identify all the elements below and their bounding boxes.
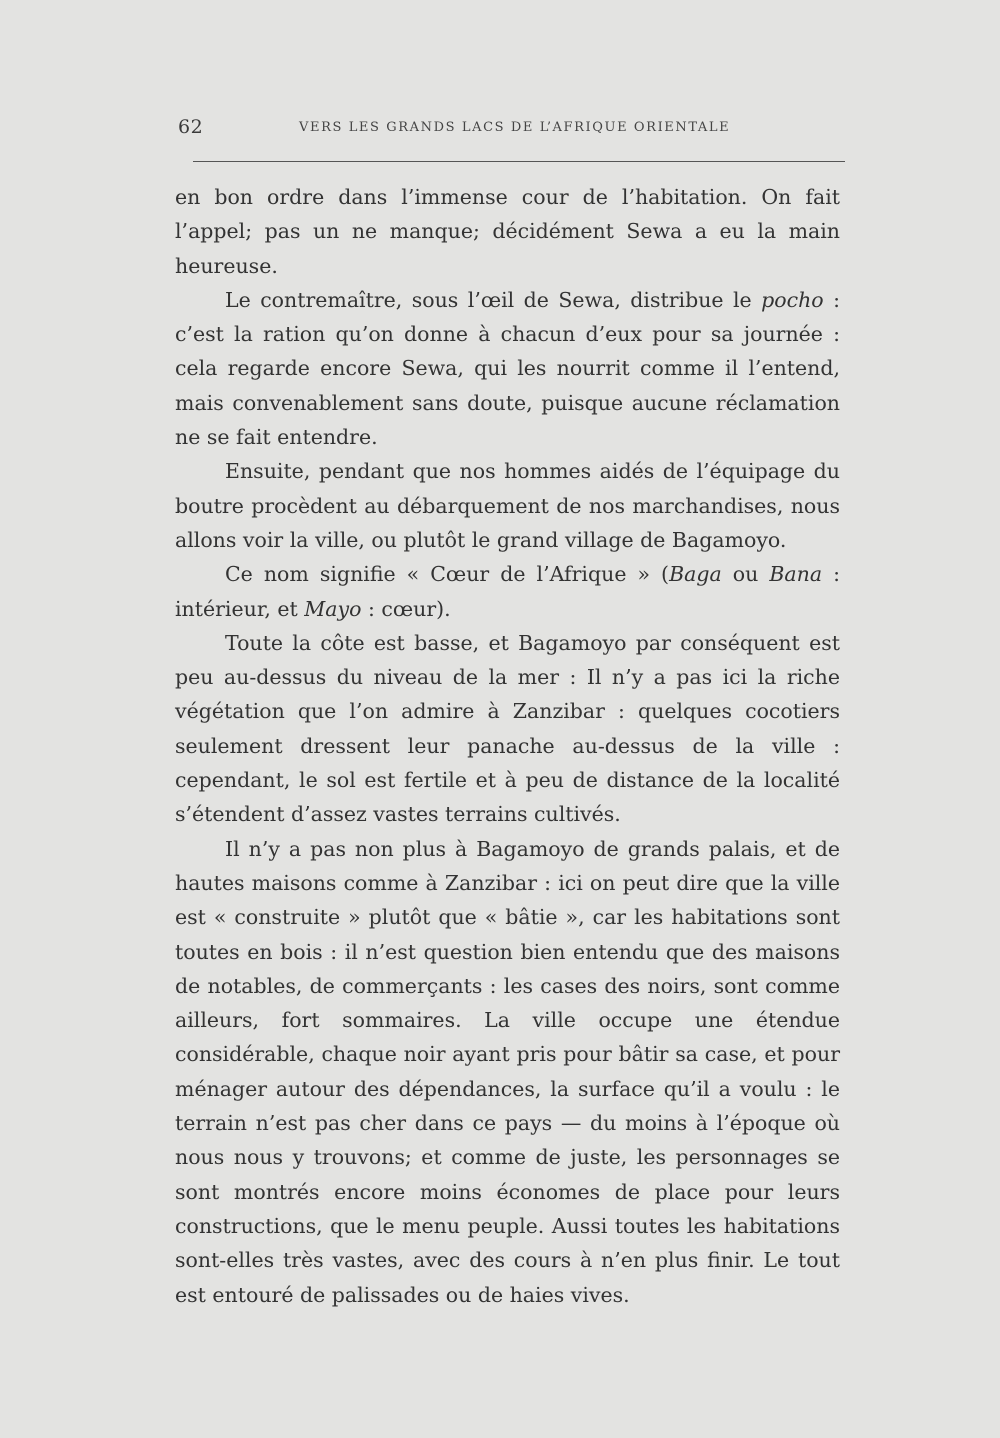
page-number: 62 (178, 116, 204, 138)
paragraph: Toute la côte est basse, et Bagamoyo par conséquent est peu au-dessus du niveau de la mer : Il n’y a pas ici la riche végétation que l’on admire à Zanzibar : quelques cocotiers seulement dressent leur panache au-dessus de la ville : cependant, le sol est fertile et à peu de distance de la localité s’étendent d’assez vastes terrains cultivés. (175, 630, 840, 827)
paragraph: Ensuite, pendant que nos hommes aidés de l’équipage du boutre procèdent au débarquement de nos marchandises, nous allons voir la ville, ou plutôt le grand village de Bagamoyo. (175, 459, 840, 552)
body-text (175, 180, 840, 1312)
paragraph: Le contremaître, sous l’œil de Sewa, distribue le pocho : c’est la ration qu’on donne à chacun d’eux pour sa journée : cela regarde encore Sewa, qui les nourrit comme il l’entend, mais convenablement sans doute, puisque aucune réclamation ne se fait entendre. (175, 287, 840, 450)
header-rule (193, 161, 845, 162)
paragraph: Il n’y a pas non plus à Bagamoyo de grands palais, et de hautes maisons comme à Zanzibar : ici on peut dire que la ville est « construite » plutôt que « bâtie », car les habitations sont toutes en bois : il n’est question bien entendu que des maisons de notables, de commerçants : les cases des noirs, sont comme ailleurs, fort sommaires. La ville occupe une étendue considérable, chaque noir ayant pris pour bâtir sa case, et pour ménager autour des dépendances, la surface qu’il a voulu : le terrain n’est pas cher dans ce pays — du moins à l’époque où nous nous y trouvons; et comme de juste, les personnages se sont montrés encore moins économes de place pour leurs constructions, que le menu peuple. Aussi toutes les habitations sont-elles très vastes, avec des cours à n’en plus finir. Le tout est entouré de palissades ou de haies vives. (175, 836, 840, 1307)
page-header (178, 116, 846, 146)
paragraph: en bon ordre dans l’immense cour de l’habitation. On fait l’appel; pas un ne manque; décidément Sewa a eu la main heureuse. (175, 185, 840, 278)
running-title: VERS LES GRANDS LACS DE L’AFRIQUE ORIENTALE (299, 120, 731, 135)
paragraph: Ce nom signifie « Cœur de l’Afrique » (Baga ou Bana : intérieur, et Mayo : cœur). (175, 562, 840, 621)
